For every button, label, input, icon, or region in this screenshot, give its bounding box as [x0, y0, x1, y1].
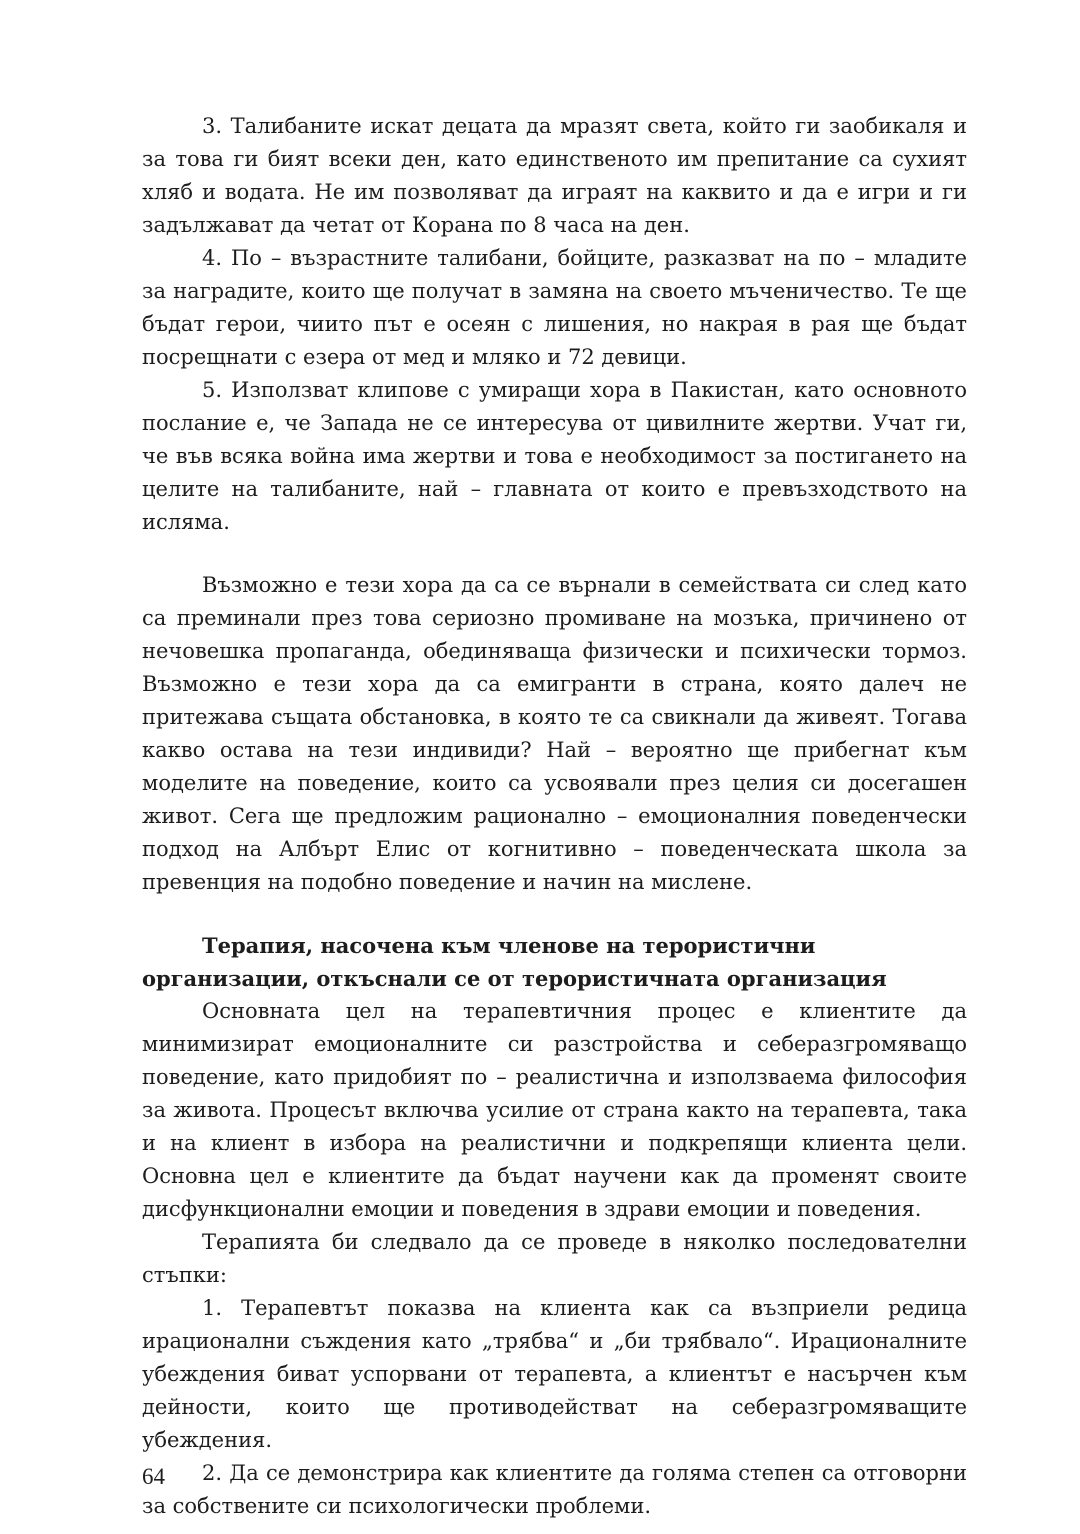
page-number: 64: [142, 1464, 165, 1489]
section-heading: Терапия, насочена към членове на терористични организации, откъснали се от терористичната организация: [142, 933, 887, 991]
page-body: [142, 110, 967, 1523]
paragraph-step-2: 2. Да се демонстрира как клиентите да голяма степен са отговорни за собствените си психологически проблеми.: [142, 1461, 967, 1518]
paragraph-middle: Възможно е тези хора да са се върнали в семействата си след като са преминали през това сериозно промиване на мозъка, причинено от нечовешка пропаганда, обединяваща физически и психически тормоз. Възможно е тези хора да са емигранти в страна, която далеч не притежава същата обстановка, в която те са свикнали да живеят. Тогава какво остава на тези индивиди? Най – вероятно ще прибегнат към моделите на поведение, които са усвоявали през целия си досегашен живот. Сега ще предложим рационално – емоционалния поведенчески подход на Албърт Елис от когнитивно – поведенческата школа за превенция на подобно поведение и начин на мислене.: [142, 573, 967, 894]
paragraph-point-4: 4. По – възрастните талибани, бойците, разказват на по – младите за наградите, които ще получат в замяна на своето мъченичество. Те ще бъдат герои, чиито път е осеян с лишения, но накрая в рая ще бъдат посрещнати с езера от мед и мляко и 72 девици.: [142, 246, 967, 369]
paragraph-therapy-goal: Основната цел на терапевтичния процес е клиентите да минимизират емоционалните си разстройства и себеразгромяващо поведение, като придобият по – реалистична и използваема философия за живота. Процесът включва усилие от страна както на терапевта, така и на клиент в избора на реалистични и подкрепящи клиента цели. Основна цел е клиентите да бъдат научени как да променят своите дисфункционални емоции и поведения в здрави емоции и поведения.: [142, 999, 967, 1221]
paragraph-step-1: 1. Терапевтът показва на клиента как са възприели редица ирационални съждения като „трябва“ и „би трябвало“. Ирационалните убеждения биват успорвани от терапевта, а клиентът е насърчен към дейности, които ще противодействат на себеразгромяващите убеждения.: [142, 1296, 967, 1452]
paragraph-point-5: 5. Използват клипове с умиращи хора в Пакистан, като основното послание е, че Запада не се интересува от цивилните жертви. Учат ги, че във всяка война има жертви и това е необходимост за постигането на целите на талибаните, най – главната от които е превъзходството на исляма.: [142, 378, 967, 534]
paragraph-therapy-steps: Терапията би следвало да се проведе в няколко последователни стъпки:: [142, 1230, 967, 1287]
paragraph-point-3: 3. Талибаните искат децата да мразят света, който ги заобикаля и за това ги бият всеки ден, като единственото им препитание са сухият хляб и водата. Не им позволяват да играят на каквито и да е игри и ги задължават да четат от Корана по 8 часа на ден.: [142, 114, 967, 237]
